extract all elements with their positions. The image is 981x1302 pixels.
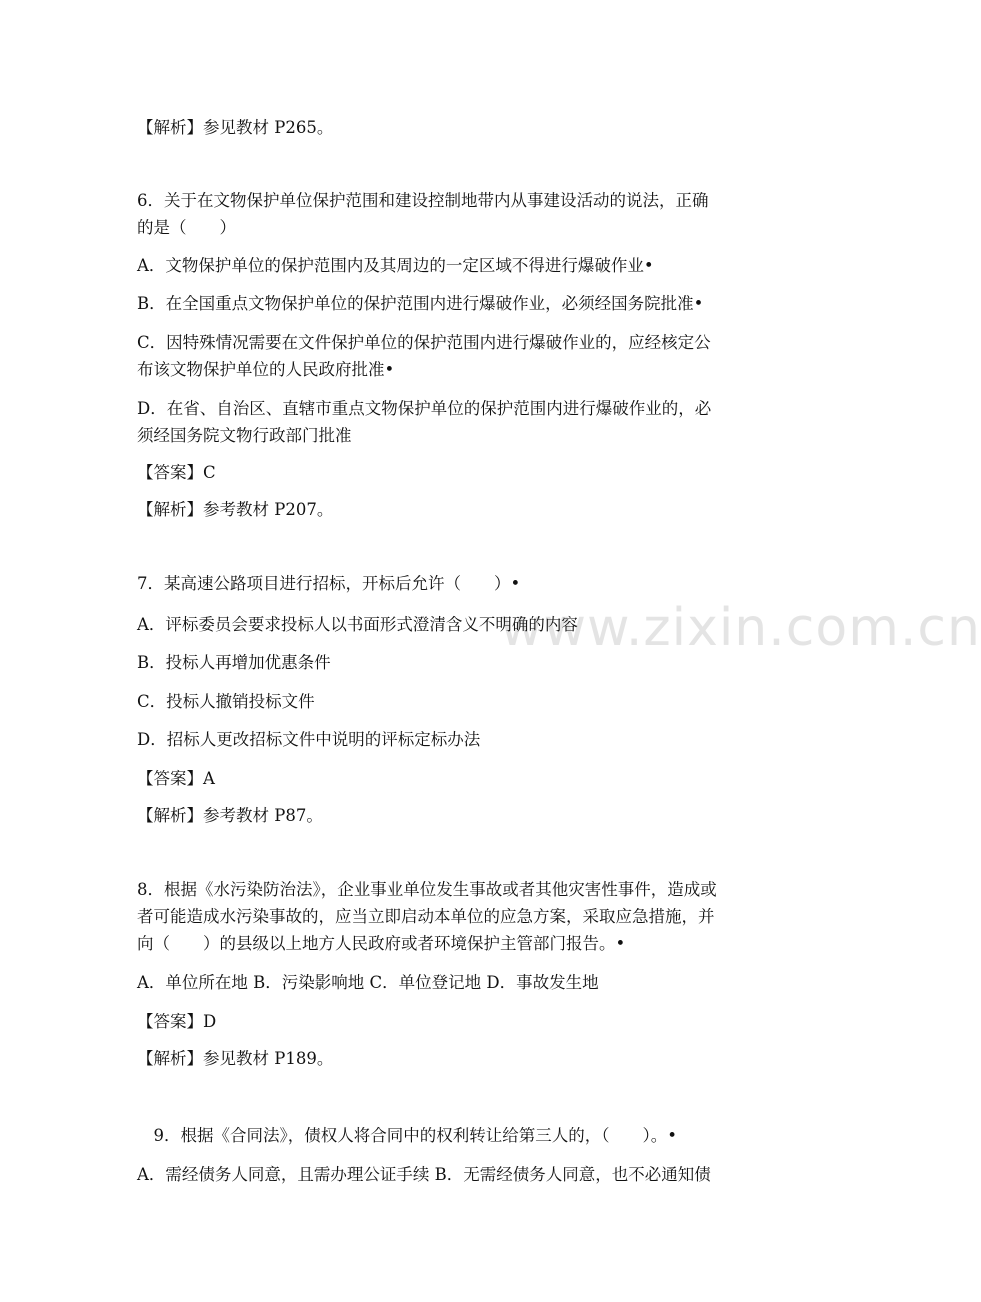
- question-9-options-line-1: A．需经债务人同意，且需办理公证手续 B．无需经债务人同意，也不必通知债: [137, 1165, 711, 1184]
- question-6-option-d-line-2: 须经国务院文物行政部门批准: [137, 426, 352, 445]
- analysis-q5: 【解析】参见教材 P265。: [137, 118, 334, 137]
- answer-q7: 【答案】A: [137, 769, 215, 788]
- question-9-stem: 9．根据《合同法》，债权人将合同中的权利转让给第三人的，（ ）。•: [137, 1126, 677, 1145]
- question-7-option-d: D．招标人更改招标文件中说明的评标定标办法: [137, 730, 481, 749]
- question-6-option-a: A．文物保护单位的保护范围内及其周边的一定区域不得进行爆破作业•: [137, 256, 654, 275]
- question-8-stem-line-3: 向（ ）的县级以上地方人民政府或者环境保护主管部门报告。•: [137, 934, 626, 953]
- question-7-option-c: C．投标人撤销投标文件: [137, 692, 315, 711]
- analysis-q8: 【解析】参见教材 P189。: [137, 1049, 334, 1068]
- question-7-stem: 7．某高速公路项目进行招标，开标后允许（ ）•: [137, 574, 521, 593]
- question-6-option-b: B．在全国重点文物保护单位的保护范围内进行爆破作业，必须经国务院批准•: [137, 294, 704, 313]
- question-6-option-c-line-1: C．因特殊情况需要在文件保护单位的保护范围内进行爆破作业的，应经核定公: [137, 333, 711, 352]
- analysis-q7: 【解析】参考教材 P87。: [137, 806, 323, 825]
- answer-q8: 【答案】D: [137, 1012, 217, 1031]
- question-6-stem-line-1: 6．关于在文物保护单位保护范围和建设控制地带内从事建设活动的说法，正确: [137, 191, 709, 210]
- question-6-option-d-line-1: D．在省、自治区、直辖市重点文物保护单位的保护范围内进行爆破作业的，必: [137, 399, 712, 418]
- answer-q6: 【答案】C: [137, 463, 216, 482]
- question-6-option-c-line-2: 布该文物保护单位的人民政府批准•: [137, 360, 395, 379]
- question-7-option-a: A．评标委员会要求投标人以书面形式澄清含义不明确的内容: [137, 615, 578, 634]
- question-8-stem-line-2: 者可能造成水污染事故的，应当立即启动本单位的应急方案，采取应急措施，并: [137, 907, 715, 926]
- question-8-options: A．单位所在地 B．污染影响地 C．单位登记地 D．事故发生地: [137, 973, 599, 992]
- question-8-stem-line-1: 8．根据《水污染防治法》，企业事业单位发生事故或者其他灾害性事件，造成或: [137, 880, 717, 899]
- question-6-stem-line-2: 的是（ ）: [137, 218, 236, 237]
- analysis-q6: 【解析】参考教材 P207。: [137, 500, 334, 519]
- question-7-option-b: B．投标人再增加优惠条件: [137, 653, 331, 672]
- watermark: www.zixin.com.cn: [500, 598, 981, 658]
